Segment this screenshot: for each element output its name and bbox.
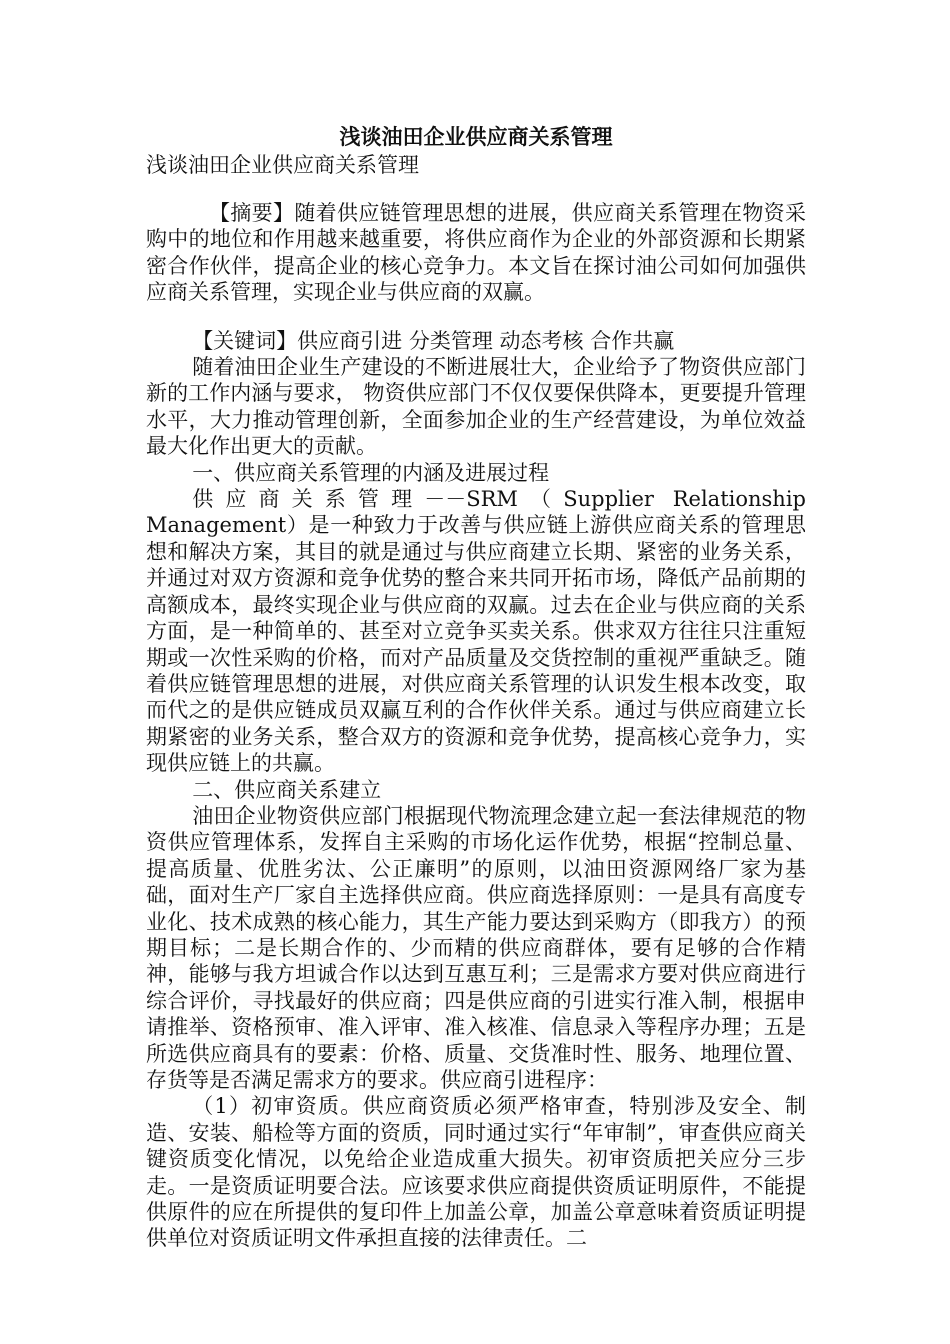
section-1-heading: 一、供应商关系管理的内涵及进展过程: [192, 460, 550, 485]
section-1-body: 供应商关系管理－－SRM（Supplier Relationship Management）是一种致力于改善与供应链上游供应商关系的管理思想和解决方案，其目的就是通过与供应商建立长期、紧密的业务关系，并通过对双方资源和竞争优势的整合来共同开拓市场，降低产品前期的高额成本，最终实现企业与供应商的双赢。过去在企业与供应商的关系方面，是一种简单的、甚至对立竞争买卖关系。供求双方往往只注重短期或一次性采购的价格，而对产品质量及交货控制的重视严重缺乏。随着供应链管理思想的进展，对供应商关系管理的认识发生根本改变，取而代之的是供应链成员双赢互利的合作伙伴关系。通过与供应商建立长期紧密的业务关系，整合双方的资源和竞争优势，提高核心竞争力，实现供应链上的共赢。: [146, 487, 806, 776]
document-subtitle: 浅谈油田企业供应商关系管理: [146, 153, 419, 177]
spacer: [146, 306, 806, 328]
section-2-heading: 二、供应商关系建立: [192, 777, 382, 802]
intro-paragraph: 随着油田企业生产建设的不断进展壮大，企业给予了物资供应部门新的工作内涵与要求， 物资供应部门不仅仅要保供降本，更要提升管理水平，大力推动管理创新，全面参加企业的生产经营建设，为单位效益最大化作出更大的贡献。: [146, 355, 806, 459]
document-page: [146, 123, 806, 1252]
item-1-paragraph: （1）初审资质。供应商资质必须严格审查，特别涉及安全、制造、安装、船检等方面的资质，同时通过实行“年审制”，审查供应商关键资质变化情况，以免给企业造成重大损失。初审资质把关应分三步走。一是资质证明要合法。应该要求供应商提供资质证明原件，不能提供原件的应在所提供的复印件上加盖公章，加盖公章意味着资质证明提供单位对资质证明文件承担直接的法律责任。二: [146, 1094, 806, 1251]
section-2-body: 油田企业物资供应部门根据现代物流理念建立起一套法律规范的物资供应管理体系，发挥自主采购的市场化运作优势，根据“控制总量、提高质量、优胜劣汰、公正廉明”的原则，以油田资源网络厂家为基础，面对生产厂家自主选择供应商。供应商选择原则：一是具有高度专业化、技术成熟的核心能力，其生产能力要达到采购方（即我方）的预期目标；二是长期合作的、少而精的供应商群体，要有足够的合作精神，能够与我方坦诚合作以达到互惠互利；三是需求方要对供应商进行综合评价，寻找最好的供应商；四是供应商的引进实行准入制，根据申请推举、资格预审、准入评审、准入核准、信息录入等程序办理；五是所选供应商具有的要素：价格、质量、交货准时性、服务、地理位置、存货等是否满足需求方的要求。供应商引进程序：: [146, 803, 806, 1092]
spacer: [146, 178, 806, 200]
keywords-paragraph: 【关键词】供应商引进 分类管理 动态考核 合作共赢: [192, 328, 675, 353]
document-title: 浅谈油田企业供应商关系管理: [339, 125, 613, 149]
abstract-paragraph: 【摘要】随着供应链管理思想的进展，供应商关系管理在物资采购中的地位和作用越来越重要，将供应商作为企业的外部资源和长期紧密合作伙伴，提高企业的核心竞争力。本文旨在探讨油公司如何加强供应商关系管理，实现企业与供应商的双赢。: [146, 201, 806, 305]
